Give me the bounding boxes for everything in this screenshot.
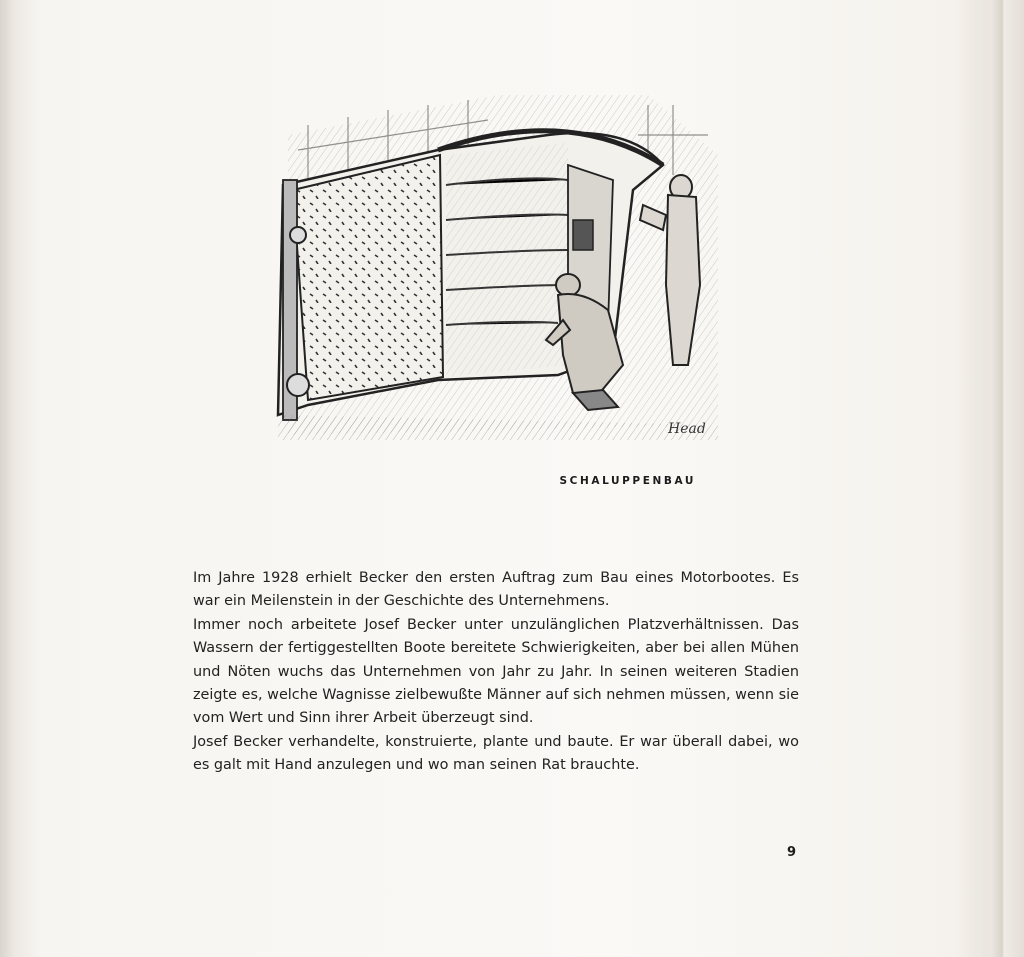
illustration-caption: SCHALUPPENBAU <box>559 475 696 487</box>
body-text <box>193 567 799 778</box>
paragraph-3: Josef Becker verhandelte, konstruierte, plante und baute. Er war überall dabei, wo es galt mit Hand anzulegen und wo man seinen Rat brauchte. <box>193 733 799 774</box>
page-edge <box>952 0 1024 957</box>
boat-building-illustration <box>268 95 720 445</box>
paragraph-2: Immer noch arbeitete Josef Becker unter unzulänglichen Platzverhältnissen. Das Wassern der fertiggestellten Boote bereitete Schwierigkeiten, aber bei allen Mühen und Nöten wuchs das Unternehmen von Jahr zu Jahr. In seinen weiteren Stadien zeigte es, welche Wagnisse zielbewußte Männer auf sich nehmen müssen, wenn sie vom Wert und Sinn ihrer Arbeit überzeugt sind. <box>193 616 799 727</box>
page-number: 9 <box>786 845 796 860</box>
artist-signature: Head <box>668 421 706 437</box>
paragraph-1: Im Jahre 1928 erhielt Becker den ersten Auftrag zum Bau eines Motorbootes. Es war ein Meilenstein in der Geschichte des Unternehmens. <box>193 570 799 610</box>
